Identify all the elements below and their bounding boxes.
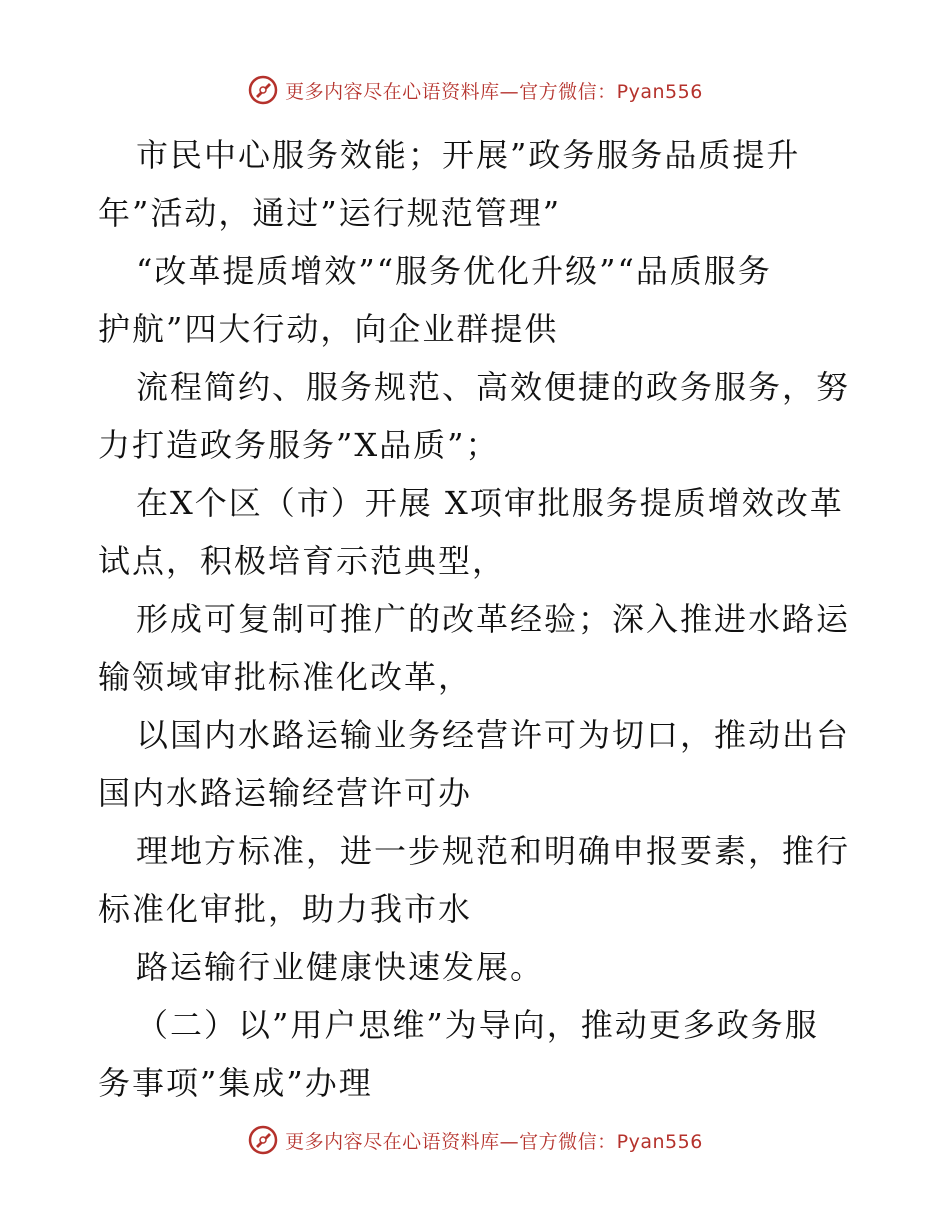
- quill-logo-icon: [247, 74, 279, 106]
- text-line: 务事项”集成”办理: [98, 1064, 373, 1102]
- text-line: （二）以”用户思维”为导向，推动更多政务服: [136, 1006, 819, 1044]
- text-line: 国内水路运输经营许可办: [98, 774, 473, 812]
- text-line: 市民中心服务效能；开展”政务服务品质提升: [136, 136, 801, 174]
- text-line: “改革提质增效”“服务优化升级”“品质服务: [136, 252, 772, 290]
- text-line: 流程简约、服务规范、高效便捷的政务服务，努: [136, 368, 851, 406]
- text-line: 输领域审批标准化改革，: [98, 658, 473, 696]
- text-line: 年”活动，通过”运行规范管理”: [98, 194, 562, 232]
- watermark-text: 更多内容尽在心语资料库—官方微信：Pyan556: [285, 80, 703, 103]
- text-line: 护航”四大行动，向企业群提供: [98, 310, 559, 348]
- text-line: 路运输行业健康快速发展。: [136, 948, 545, 986]
- quill-logo-icon: [247, 1124, 279, 1156]
- text-line: 以国内水路运输业务经营许可为切口，推动出台: [136, 716, 851, 754]
- text-line: 形成可复制可推广的改革经验；深入推进水路运: [136, 600, 851, 638]
- text-line: 试点，积极培育示范典型，: [98, 542, 507, 580]
- text-line: 标准化审批，助力我市水: [98, 890, 473, 928]
- watermark-text: 更多内容尽在心语资料库—官方微信：Pyan556: [285, 1130, 703, 1153]
- text-line: 力打造政务服务”X品质”；: [98, 426, 500, 464]
- footer-watermark: [0, 1120, 950, 1160]
- text-line: 在X个区（市）开展 X项审批服务提质增效改革: [136, 484, 844, 522]
- text-line: 理地方标准，进一步规范和明确申报要素，推行: [136, 832, 851, 870]
- header-watermark: [0, 70, 950, 110]
- document-body: [98, 126, 858, 1112]
